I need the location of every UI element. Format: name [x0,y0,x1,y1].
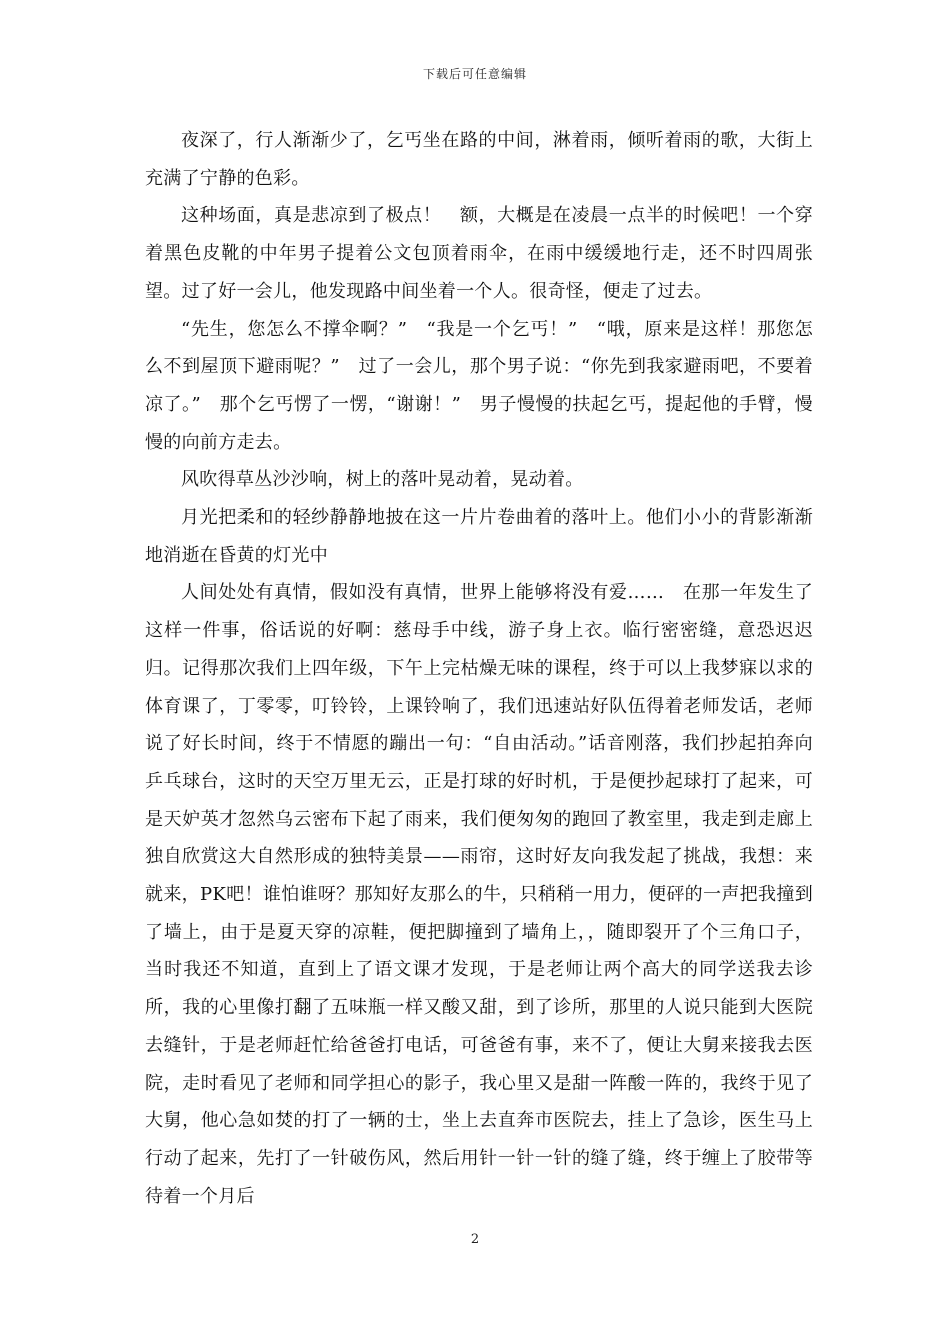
paragraph-3: “先生，您怎么不撑伞啊？” “我是一个乞丐！” “哦，原来是这样！那您怎么不到屋顶下避雨呢？” 过了一会儿，那个男子说：“你先到我家避雨吧，不要着凉了。” 那个乞丐愣了一愣，“谢谢！” 男子慢慢的扶起乞丐，提起他的手臂，慢慢的向前方走去。 [145,318,813,453]
page-number: 2 [470,1232,480,1247]
paragraph-6: 人间处处有真情，假如没有真情，世界上能够将没有爱…… 在那一年发生了这样一件事，俗话说的好啊：慈母手中线，游子身上衣。临行密密缝，意恐迟迟归。记得那次我们上四年级，下午上完枯燥无味的课程，终于可以上我梦寐以求的体育课了，丁零零，叮铃铃，上课铃响了，我们迅速站好队伍得着老师发话，老师说了好长时间，终于不情愿的蹦出一句：“自由活动。”话音刚落，我们抄起拍奔向乒乓球台，这时的天空万里无云，正是打球的好时机，于是便抄起球打了起来，可是天妒英才忽然乌云密布下起了雨来，我们便匆匆的跑回了教室里，我走到走廊上独自欣赏这大自然形成的独特美景——雨帘，这时好友向我发起了挑战，我想：来就来，PK吧！谁怕谁呀？那知好友那么的牛，只稍稍一用力，便砰的一声把我撞到了墙上，由于是夏天穿的凉鞋，便把脚撞到了墙角上，，随即裂开了个三角口子，当时我还不知道，直到上了语文课才发现，于是老师让两个高大的同学送我去诊所，我的心里像打翻了五味瓶一样又酸又甜，到了诊所，那里的人说只能到大医院去缝针，于是老师赶忙给爸爸打电话，可爸爸有事，来不了，便让大舅来接我去医院，走时看见了老师和同学担心的影子，我心里又是甜一阵酸一阵的，我终于见了大舅，他心急如焚的打了一辆的士，坐上去直奔市医院去，挂上了急诊，医生马上行动了起来，先打了一针破伤风，然后用针一针一针的缝了缝，终于缠上了胶带等待着一个月后 [145,582,813,1207]
paragraph-5: 月光把柔和的轻纱静静地披在这一片片卷曲着的落叶上。他们小小的背影渐渐地消逝在昏黄的灯光中 [145,507,813,566]
paragraph-2: 这种场面，真是悲凉到了极点！ 额，大概是在凌晨一点半的时候吧！一个穿着黑色皮靴的中年男子提着公文包顶着雨伞，在雨中缓缓地行走，还不时四周张望。过了好一会儿，他发现路中间坐着一个人。很奇怪，便走了过去。 [145,205,813,302]
paragraph-4: 风吹得草丛沙沙响，树上的落叶晃动着，晃动着。 [181,469,584,491]
page-header: 下载后可任意编辑 [422,67,527,81]
paragraph-1: 夜深了，行人渐渐少了，乞丐坐在路的中间，淋着雨，倾听着雨的歌，大街上充满了宁静的色彩。 [145,130,813,189]
document-body [145,122,813,1215]
